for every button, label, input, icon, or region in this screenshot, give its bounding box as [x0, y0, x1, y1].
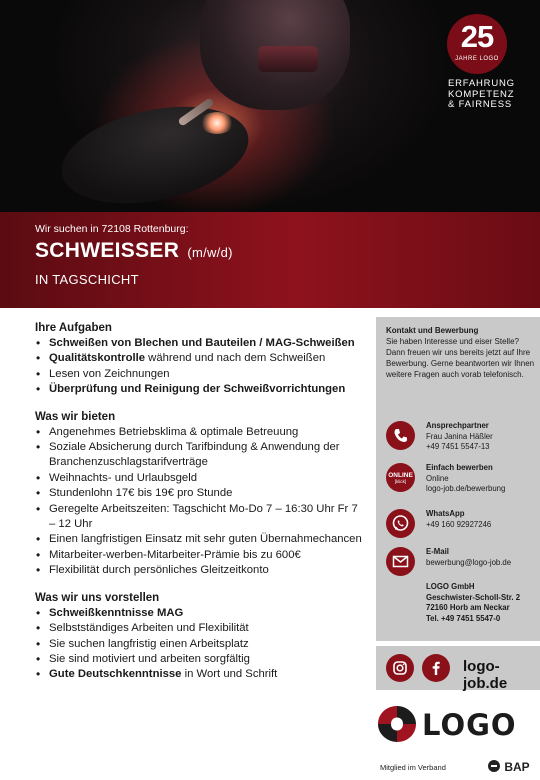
contact-title: Ansprechpartner — [426, 421, 489, 430]
list-item — [35, 382, 367, 397]
list-item-bold: Qualitätskontrolle — [49, 352, 146, 365]
list-item — [35, 637, 367, 652]
list-item-text: Angenehmes Betriebsklima & optimale Betreuung — [49, 425, 299, 438]
contact-whatsapp-text — [426, 509, 538, 530]
bullet-list — [35, 606, 367, 683]
list-item-bold: Schweißkenntnisse MAG — [49, 606, 184, 619]
list-item-text: Selbstständiges Arbeiten und Flexibilität — [49, 622, 249, 635]
contact-title: WhatsApp — [426, 509, 465, 518]
list-item — [35, 532, 367, 547]
logo-mark-icon — [376, 704, 418, 744]
badge-subtitle: JAHRE LOGO — [455, 56, 499, 62]
bap-logo — [487, 759, 530, 774]
list-item-bold: Überprüfung und Reinigung der Schweißvorrichtungen — [49, 383, 346, 396]
list-item-text: Geregelte Arbeitszeiten: Tagschicht Mo-Do 7 – 16:30 Uhr Fr 7 – 12 Uhr — [49, 502, 358, 531]
section — [35, 321, 367, 398]
list-item — [35, 621, 367, 636]
phone-icon — [386, 421, 415, 450]
list-item — [35, 606, 367, 621]
job-title-suffix: (m/w/d) — [187, 245, 233, 260]
contact-intro — [386, 325, 536, 380]
bap-mark-icon — [487, 759, 501, 773]
welder-visor — [258, 46, 318, 72]
section — [35, 410, 367, 579]
contact-sidebar — [376, 317, 540, 641]
company-address — [426, 582, 538, 624]
claim-line: & FAIRNESS — [448, 99, 512, 110]
list-item — [35, 548, 367, 563]
online-icon-sublabel: [klick] — [394, 479, 407, 484]
contact-line: +49 160 92927246 — [426, 519, 492, 529]
welder-arm — [53, 91, 258, 212]
contact-online-text — [426, 463, 538, 495]
list-item-text: Einen langfristigen Einsatz mit sehr guten Übernahmechancen — [49, 533, 362, 546]
job-title — [35, 239, 233, 263]
contact-intro-text: Sie haben Interesse und eiser Stelle? Dann freuen wir uns bereits jetzt auf Ihre Bewerbung. Gerne beantworten wir Ihnen weitere Fragen auch vorab telefonisch. — [386, 337, 535, 379]
list-item-text: Flexibilität durch persönliches Gleitzeitkonto — [49, 564, 269, 577]
address-line: Geschwister-Scholl-Str. 2 — [426, 592, 521, 602]
banner-location: Wir suchen in 72108 Rottenburg: — [35, 223, 189, 235]
job-banner — [0, 212, 540, 308]
contact-line: +49 7451 5547-13 — [426, 442, 490, 451]
section-title: Was wir bieten — [35, 410, 116, 423]
welding-spark — [200, 112, 234, 134]
section-title: Was wir uns vorstellen — [35, 591, 160, 604]
instagram-icon[interactable] — [386, 654, 414, 682]
list-item — [35, 425, 367, 440]
social-strip — [376, 646, 540, 690]
list-item — [35, 440, 367, 471]
facebook-icon[interactable] — [422, 654, 450, 682]
hero-image — [0, 0, 540, 212]
job-description — [35, 321, 367, 695]
claim-line: KOMPETENZ — [448, 88, 515, 100]
contact-line: Frau Janina Häßler — [426, 431, 493, 441]
list-item — [35, 563, 367, 578]
list-item-text: Stundenlohn 17€ bis 19€ pro Stunde — [49, 487, 233, 500]
anniversary-badge — [447, 14, 507, 74]
badge-number: 25 — [460, 19, 494, 54]
contact-heading: Kontakt und Bewerbung — [386, 326, 479, 335]
logo-wordmark: LOGO — [422, 708, 517, 742]
mail-icon — [386, 547, 415, 576]
list-item — [35, 502, 367, 533]
contact-title: Einfach bewerben — [426, 463, 493, 472]
list-item-text: in Wort und Schrift — [181, 668, 278, 681]
list-item-bold: Gute Deutschkenntnisse — [49, 668, 182, 681]
list-item-text: Sie sind motiviert und arbeiten sorgfältig — [49, 652, 250, 665]
contact-phone-text — [426, 421, 538, 453]
company-logo — [376, 704, 536, 748]
list-item — [35, 486, 367, 501]
contact-title: E-Mail — [426, 547, 449, 556]
section-title: Ihre Aufgaben — [35, 322, 112, 334]
job-title-text: SCHWEISSER — [35, 239, 180, 262]
address-line: Tel. +49 7451 5547-0 — [426, 613, 501, 623]
bullet-list — [35, 425, 367, 579]
list-item-text: Sie suchen langfristig einen Arbeitsplatz — [49, 637, 249, 650]
online-icon — [386, 463, 415, 492]
website-link[interactable]: logo-job.de — [463, 658, 508, 692]
bap-text: BAP — [504, 760, 530, 774]
list-item-text: Mitarbeiter-werben-Mitarbeiter-Prämie bis zu 600€ — [49, 548, 301, 561]
contact-email-text — [426, 547, 538, 568]
bullet-list — [35, 336, 367, 398]
list-item — [35, 652, 367, 667]
list-item-text: Soziale Absicherung durch Tarifbindung & Anwendung der Branchenzuschlagstarifverträge — [49, 441, 340, 469]
address-line: 72160 Horb am Neckar — [426, 603, 510, 612]
membership-note: Mitglied im Verband — [380, 763, 446, 772]
list-item — [35, 471, 367, 486]
list-item-text: Lesen von Zeichnungen — [49, 367, 170, 380]
address-line: LOGO GmbH — [426, 582, 475, 591]
list-item — [35, 667, 367, 682]
list-item — [35, 336, 367, 351]
list-item — [35, 367, 367, 382]
list-item-text: Weihnachts- und Urlaubsgeld — [49, 471, 197, 484]
contact-line: Online — [426, 473, 449, 483]
contact-line[interactable]: bewerbung@logo-job.de — [426, 557, 512, 567]
contact-line[interactable]: logo-job.de/bewerbung — [426, 484, 506, 493]
claim-line: ERFAHRUNG — [448, 78, 515, 89]
section — [35, 591, 367, 683]
list-item-text: während und nach dem Schweißen — [145, 352, 326, 365]
list-item — [35, 351, 367, 366]
claim — [448, 79, 536, 111]
job-shift: IN TAGSCHICHT — [35, 272, 139, 287]
online-icon-label: ONLINE — [388, 472, 413, 479]
list-item-bold: Schweißen von Blechen und Bauteilen / MAG-Schweißen — [49, 337, 355, 349]
whatsapp-icon — [386, 509, 415, 538]
